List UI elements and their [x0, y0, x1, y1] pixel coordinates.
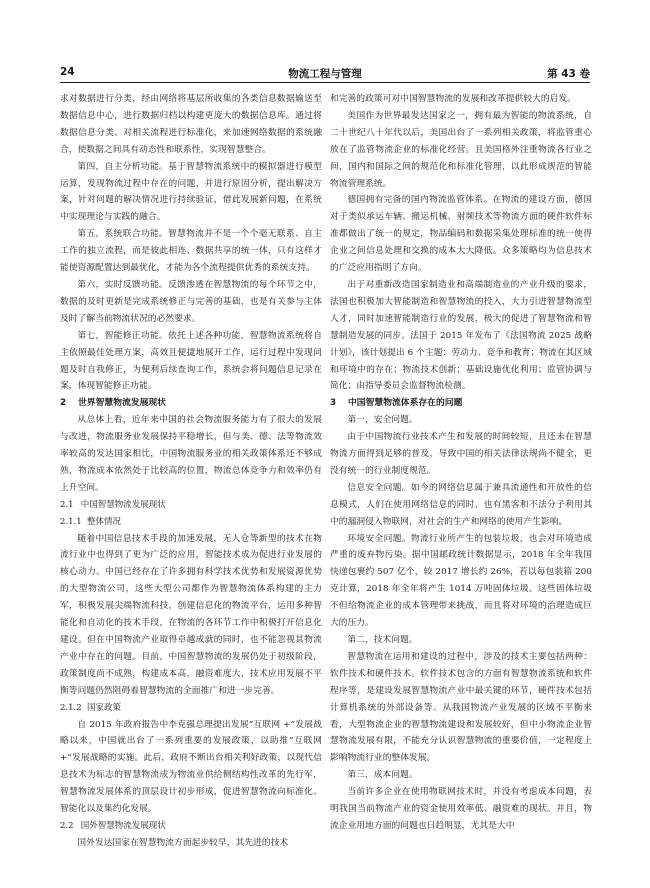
subsubsection-number: 2.1.1 [60, 516, 82, 527]
paragraph: 自 2015 年政府报告中李克强总理提出发展“互联网 +”发展战略以来，中国就出台了一系列重要的发展政策，以助推“互联网 +”发展战略的实施。此后，政府不断出台相关利好政策，以现代信息技术为标志的智慧物流成为物流业供给侧结构性改革的先行军，智慧物流发展体系的顶层设计初步形成，促进智慧物流向标准化、智能化以及集约化发展。 [60, 719, 322, 815]
subsection-title: 国外智慧物流发展现状 [80, 820, 166, 831]
left-column [60, 91, 322, 868]
paragraph: 第五，系统联合功能。智慧物流并不是一个个毫无联系、自主工作的独立流程，而是彼此相连、数据共享的统一体，只有这样才能使资源配置达到最优化，才能为各个流程提供优秀的系统支持。 [60, 229, 322, 274]
journal-name: 物流工程与管理 [288, 68, 362, 80]
paragraph: 当前许多企业在使用物联网技术时，并没有考虑成本问题，表明我国当前物流产业的资金使用效率低、融资难的现状。并且，物流企业用地方面的问题也日趋明显，尤其是大中 [330, 787, 592, 831]
paragraph: 第三，成本问题。 [347, 770, 418, 781]
paragraph: 出于对重新改造国家制造业和高端制造业的产业升级的要求，法国也积极加大智能制造和智慧物流的投入，大力引进智慧物流型人才，同时加速智能制造行业的发展，极大的促进了智慧物流和智慧制造发展的同步。法国于 2015 年发布了《法国物流 2025 战略计划》，该计划提出 6 个主题：劳动力、竞争和教育；物流在其区域和环境中的存在；物流技术创新；基础设施优化利用；监管协调与简化；由指导委员会监督物流检测。 [330, 279, 592, 392]
paragraph: 美国作为世界最发达国家之一，拥有最为智能的物流系统，自二十世纪八十年代以后，美国出台了一系列相关政策，将监管重心放在了监管物流企业的标准化经营。且美国格外注重物流各行业之间，国内和国际之间的规范化和标准化管理，以此形成规范的智能物流管理系统。 [330, 110, 592, 189]
subsubsection-heading [60, 700, 322, 717]
paragraph: 环境安全问题。物流行业所产生的包装垃圾，也会对环境造成严重的废弃物污染。据中国邮政统计数据显示，2018 年全年我国快递包裹约 507 亿个，较 2017 增长约 26%，若以每包装箱 200 克计算，2018 年全年将产生 1014 万吨固体垃圾。这些固体垃圾不但给物流企业的成本管理带来挑战，而且将对环境的治理造成巨大的压力。 [330, 533, 592, 629]
paragraph: 第一，安全问题。 [347, 415, 418, 426]
subsection-heading [60, 497, 322, 514]
paragraph: 随着中国信息技术手段的加速发展，无人仓等新型的技术在物流行业中也得到了更为广泛的应用，智能技术成为促进行业发展的核心动力。中国已经存在了许多拥有科学技术优势和发展资源优势的大型物流公司，这些大型公司都作为智慧物流体系构建的主力军，积极发展尖端物流科技，创建信息化的物流平台，运用多种智能化和自动化的技术手段，在物流的各环节工作中积极打开信息化建设。但在中国物流产业取得卓越成就的同时，也不能忽视其物流产业中存在的问题。目前，中国智慧物流的发展仍处于初级阶段，政策制度尚不成熟，构建成本高，融资难度大，技术应用发展不平衡等问题仍然阻碍着智慧物流的全面推广和进一步完善。 [60, 533, 322, 696]
section-heading [330, 395, 592, 412]
paragraph: 求对数据进行分类，经由网络将基层所收集的各类信息数据输送至数据信息中心，进行数据归档以构建更庞大的数据信息库。通过将数据信息分类、对相关流程进行标准化，来加速网络数据的系统融合，使数据之间具有动态性和联系性，实现智慧整合。 [60, 94, 322, 155]
subsection-number: 2.1 [60, 499, 74, 510]
paragraph: 从总体上看，近年来中国的社会物流服务能力有了很大的发展与改进，物流服务业发展保持平稳增长，但与美、德、法等物流效率较高的发达国家相比，中国物流服务业的相关政策体系还不够成熟，物流成本依然处于比较高的位置，物流总体竞争力和效率仍有上升空间。 [60, 415, 322, 493]
paragraph: 智慧物流在运用和建设的过程中，涉及的技术主要包括两种：软件技术和硬件技术。软件技术包含的方面有智慧物流系统和软件程序等，是建设发展智慧物流产业中最关键的环节，硬件技术包括计算机系统的外部设备等。从我国物流产业发展的区域不平衡来看，大型物流企业的智慧物流建设和发展较好，但中小物流企业智慧物流发展有限，不能充分认识智慧物流的重要价值，一定程度上影响物流行业的整体发展。 [330, 651, 592, 764]
subsubsection-title: 国家政策 [87, 702, 122, 713]
paragraph: 第四，自主分析功能。基于智慧物流系统中的模拟器进行模型运算，发现物流过程中存在的问题，并进行原因分析，提出解决方案，针对问题的解决情况进行持续验证，借此发展新问题，在系统中实现理论与实践的融合。 [60, 161, 322, 223]
subsubsection-heading [60, 514, 322, 531]
volume-label: 第 43 卷 [547, 68, 590, 80]
section-title: 中国智慧物流体系存在的问题 [348, 398, 463, 409]
paragraph: 第六，实时反馈功能。反馈渗透在智慧物流的每个环节之中，数据的及时更新是完成系统修正与完善的基础，也是有关参与主体及时了解当前物流状况的必然要求。 [60, 279, 322, 324]
paragraph: 德国拥有完备的国内物流监管体系。在物流的建设方面，德国对于类似承运车辆、搬运机械、射频技术等物流方面的硬件软件标准都做出了统一的规定，物品编码和数据采集处理标准的统一使得企业之间信息处理和交换的成本大大降低。众多策略均为信息技术的广泛应用指明了方向。 [330, 195, 592, 274]
page-number: 24 [60, 66, 75, 78]
paragraph: 国外发达国家在智慧物流方面起步较早，其先进的技术 [77, 837, 289, 848]
section-title: 世界智慧物流发展现状 [78, 398, 166, 409]
paragraph: 第二，技术问题。 [347, 635, 418, 645]
subsection-title: 中国智慧物流发展现状 [80, 499, 166, 510]
subsubsection-title: 整体情况 [87, 516, 122, 527]
section-heading [60, 395, 322, 412]
paragraph: 和完善的政策可对中国智慧物流的发展和改革提供较大的启发。 [330, 94, 577, 104]
section-number: 3 [330, 398, 337, 409]
paragraph: 由于中国物流行业技术产生和发展的时间较短，且还未在智慧物流方面得到足够的普及，导致中国的相关法律法规尚不健全，更没有统一的行业制度规范。 [330, 432, 592, 476]
paragraph: 信息安全问题。如今的网络信息属于兼具流通性和开放性的信息模式，人们在使用网络信息的同时，也有黑客和不法分子利用其中的漏洞侵入物联网，对社会的生产和网络的使用产生影响。 [330, 482, 592, 527]
subsection-heading [60, 818, 322, 835]
subsubsection-number: 2.1.2 [60, 702, 82, 713]
section-number: 2 [60, 398, 67, 409]
right-column [330, 91, 592, 868]
running-header [60, 64, 590, 82]
paragraph: 第七，智能修正功能。依托上述各种功能，智慧物流系统将自主依照最佳处理方案，高效且便捷地展开工作，运行过程中发现问题及时自我修正，为便利后续查询工作，系统会将问题信息记录在案，体现智能修正功能。 [60, 330, 322, 392]
header-rule [60, 82, 590, 83]
subsection-number: 2.2 [60, 820, 74, 831]
